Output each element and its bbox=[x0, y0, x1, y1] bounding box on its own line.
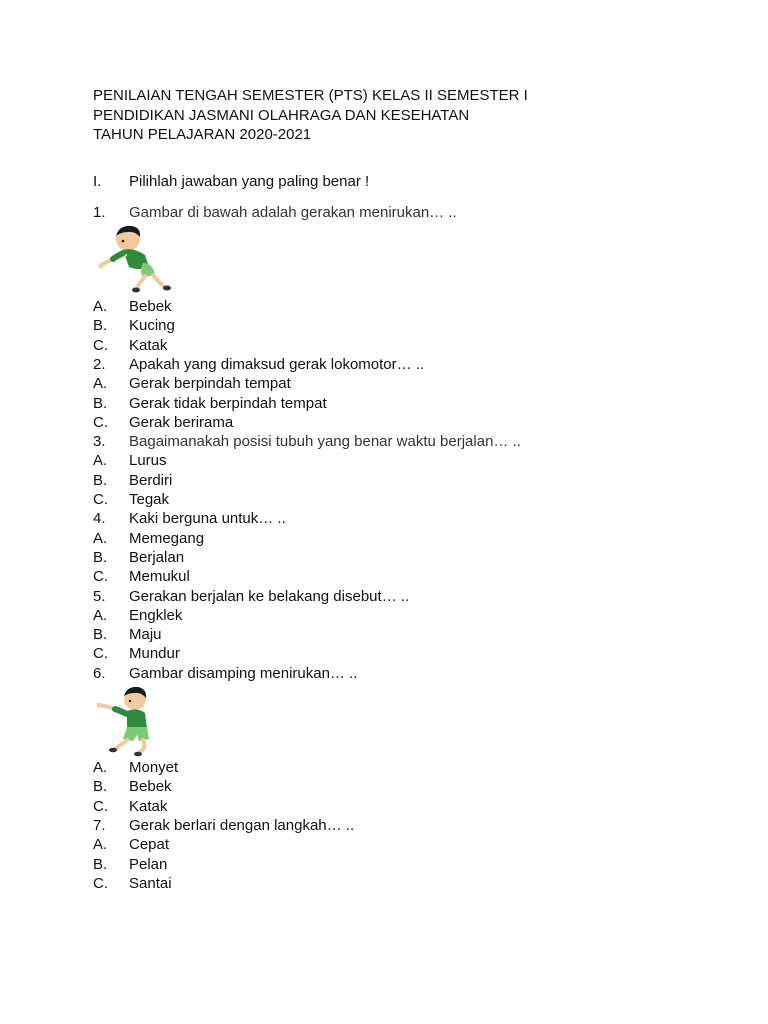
option-text: Gerak berirama bbox=[129, 413, 234, 431]
question-text: Gerakan berjalan ke belakang disebut… .. bbox=[129, 587, 410, 605]
subject-title: PENDIDIKAN JASMANI OLAHRAGA DAN KESEHATAN bbox=[93, 106, 470, 124]
option-letter: A. bbox=[93, 529, 108, 547]
question-number: 5. bbox=[93, 587, 106, 605]
option-c[interactable] bbox=[93, 874, 713, 893]
question-text: Kaki berguna untuk… .. bbox=[129, 510, 286, 528]
option-text: Engklek bbox=[129, 606, 183, 624]
option-a[interactable] bbox=[93, 451, 713, 470]
exam-title: PENILAIAN TENGAH SEMESTER (PTS) KELAS II SEMESTER I bbox=[93, 87, 528, 104]
option-letter: C. bbox=[93, 568, 108, 586]
option-text: Santai bbox=[129, 874, 172, 892]
option-text: Tegak bbox=[129, 491, 170, 509]
option-letter: B. bbox=[93, 548, 108, 566]
option-letter: A. bbox=[93, 375, 108, 393]
option-text: Kucing bbox=[129, 317, 175, 335]
question-text: Bagaimanakah posisi tubuh yang benar waktu berjalan… .. bbox=[129, 433, 521, 451]
option-c[interactable] bbox=[93, 336, 713, 355]
option-text: Katak bbox=[129, 797, 168, 815]
option-letter: A. bbox=[93, 836, 108, 854]
option-text: Cepat bbox=[129, 836, 170, 854]
option-c[interactable] bbox=[93, 490, 713, 509]
question-6 bbox=[93, 664, 713, 683]
option-letter: A. bbox=[93, 298, 108, 316]
option-letter: C. bbox=[93, 491, 108, 509]
option-letter: A. bbox=[93, 452, 108, 470]
question-5 bbox=[93, 587, 713, 606]
child-squat-walking-illustration bbox=[93, 685, 713, 758]
option-c[interactable] bbox=[93, 413, 713, 432]
question-text: Apakah yang dimaksud gerak lokomotor… .. bbox=[129, 355, 425, 373]
question-text: Gerak berlari dengan langkah… .. bbox=[129, 816, 355, 834]
question-7-options bbox=[93, 835, 713, 893]
option-b[interactable] bbox=[93, 855, 713, 874]
option-letter: B. bbox=[93, 317, 108, 335]
section-instruction-text: Pilihlah jawaban yang paling benar ! bbox=[129, 172, 370, 190]
question-number: 4. bbox=[93, 510, 106, 528]
option-letter: B. bbox=[93, 778, 108, 796]
option-c[interactable] bbox=[93, 567, 713, 586]
question-6-options bbox=[93, 758, 713, 816]
option-letter: A. bbox=[93, 606, 108, 624]
question-2-options bbox=[93, 374, 713, 432]
option-b[interactable] bbox=[93, 548, 713, 567]
question-2 bbox=[93, 355, 713, 374]
option-letter: C. bbox=[93, 336, 108, 354]
option-text: Berdiri bbox=[129, 471, 173, 489]
option-a[interactable] bbox=[93, 529, 713, 548]
question-number: 3. bbox=[93, 433, 106, 451]
child-crawling-illustration bbox=[93, 223, 713, 297]
option-text: Gerak berpindah tempat bbox=[129, 375, 291, 393]
option-text: Pelan bbox=[129, 855, 168, 873]
question-text: Gambar di bawah adalah gerakan menirukan… .. bbox=[129, 203, 457, 221]
question-4-options bbox=[93, 529, 713, 587]
question-5-options bbox=[93, 606, 713, 664]
option-letter: B. bbox=[93, 394, 108, 412]
option-a[interactable] bbox=[93, 835, 713, 854]
option-c[interactable] bbox=[93, 644, 713, 663]
option-text: Gerak tidak berpindah tempat bbox=[129, 394, 327, 412]
question-3-options bbox=[93, 451, 713, 509]
section-instruction bbox=[93, 172, 713, 191]
question-number: 1. bbox=[93, 203, 106, 221]
option-text: Berjalan bbox=[129, 548, 185, 566]
option-text: Bebek bbox=[129, 298, 172, 316]
exam-page bbox=[93, 86, 713, 893]
section-number: I. bbox=[93, 172, 102, 190]
option-text: Memegang bbox=[129, 529, 205, 547]
academic-year: TAHUN PELAJARAN 2020-2021 bbox=[93, 126, 312, 143]
exam-header bbox=[93, 86, 713, 145]
option-a[interactable] bbox=[93, 606, 713, 625]
option-letter: B. bbox=[93, 855, 108, 873]
option-text: Katak bbox=[129, 336, 168, 354]
question-number: 2. bbox=[93, 355, 106, 373]
option-text: Monyet bbox=[129, 759, 179, 777]
question-text: Gambar disamping menirukan… .. bbox=[129, 664, 358, 682]
option-letter: C. bbox=[93, 645, 108, 663]
option-a[interactable] bbox=[93, 297, 713, 316]
option-letter: C. bbox=[93, 874, 108, 892]
option-b[interactable] bbox=[93, 777, 713, 796]
option-text: Maju bbox=[129, 626, 162, 644]
option-b[interactable] bbox=[93, 316, 713, 335]
option-b[interactable] bbox=[93, 625, 713, 644]
question-number: 7. bbox=[93, 816, 106, 834]
question-number: 6. bbox=[93, 664, 106, 682]
option-a[interactable] bbox=[93, 374, 713, 393]
question-1-options bbox=[93, 297, 713, 355]
option-letter: B. bbox=[93, 626, 108, 644]
question-3 bbox=[93, 432, 713, 451]
option-text: Lurus bbox=[129, 452, 167, 470]
option-letter: C. bbox=[93, 797, 108, 815]
option-letter: A. bbox=[93, 759, 108, 777]
option-text: Memukul bbox=[129, 568, 190, 586]
question-4 bbox=[93, 509, 713, 528]
option-letter: B. bbox=[93, 471, 108, 489]
option-text: Bebek bbox=[129, 778, 172, 796]
option-letter: C. bbox=[93, 413, 108, 431]
question-7 bbox=[93, 816, 713, 835]
option-b[interactable] bbox=[93, 471, 713, 490]
question-1 bbox=[93, 203, 713, 222]
option-c[interactable] bbox=[93, 797, 713, 816]
option-text: Mundur bbox=[129, 645, 180, 663]
option-b[interactable] bbox=[93, 394, 713, 413]
option-a[interactable] bbox=[93, 758, 713, 777]
